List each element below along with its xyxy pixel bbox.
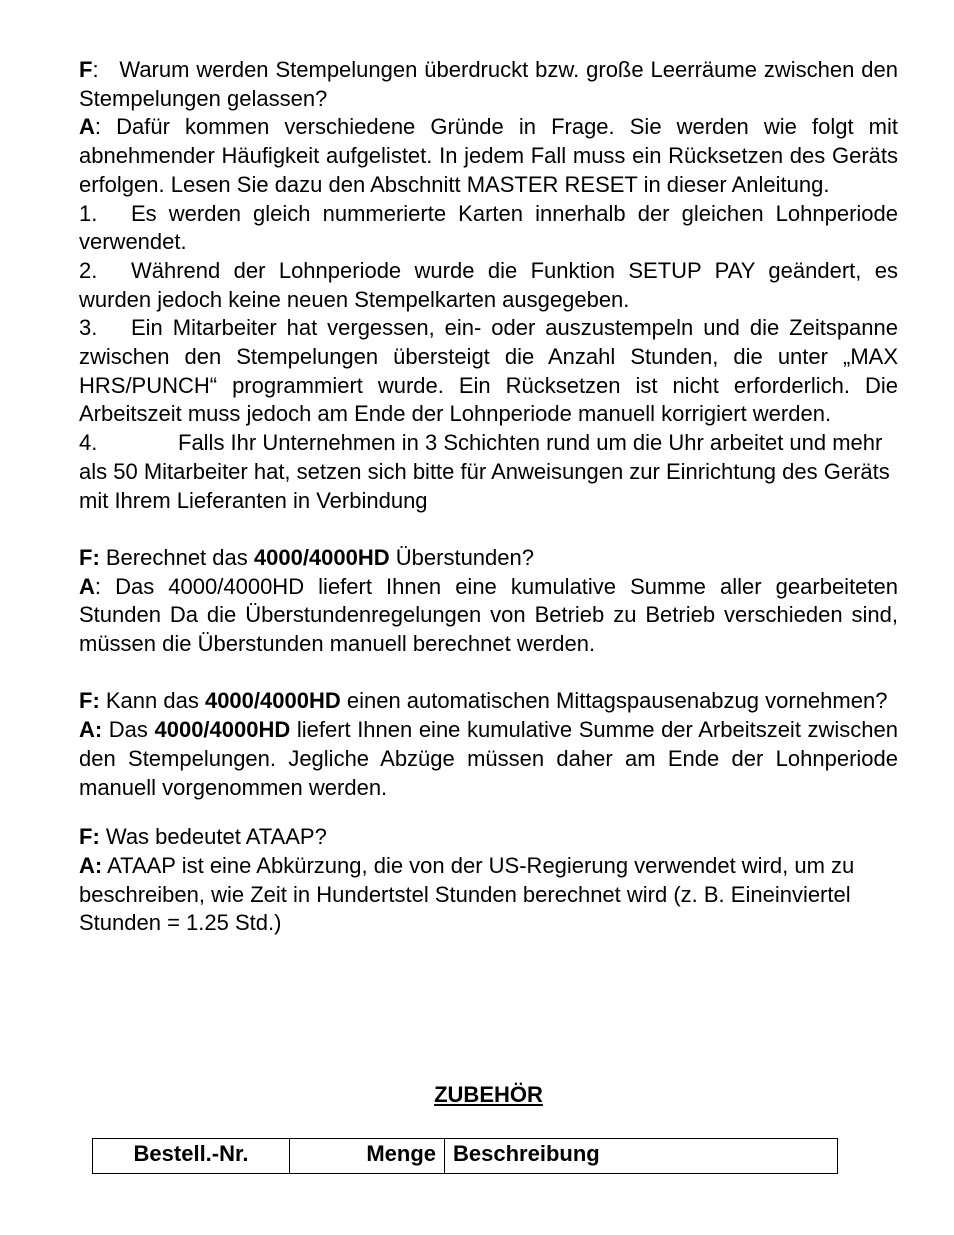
question-text: Kann das [99, 688, 205, 714]
answer-1 [79, 113, 898, 199]
question-3 [79, 687, 898, 716]
table-header-row [93, 1139, 838, 1174]
question-label: F [79, 57, 93, 82]
answer-text: : Dafür kommen verschiedene Gründe in Frage. Sie werden wie folgt mit abnehmender Häufigkeit aufgelistet. In jedem Fall muss ein Rücksetzen des Geräts erfolgen. Lesen Sie dazu den Abschnitt MASTER RESET in dieser Anleitung. [79, 114, 898, 197]
accessories-table-wrap [92, 1138, 838, 1174]
answer-label: A [79, 114, 95, 140]
model-name: 4000/4000HD [154, 717, 291, 743]
document-page [79, 56, 898, 938]
list-item-4 [79, 429, 898, 515]
list-text: Falls Ihr Unternehmen in 3 Schichten rund um die Uhr arbeitet und mehr als 50 Mitarbeiter hat, setzen sich bitte für Anweisungen zur Einrichtung des Geräts mit Ihrem Lieferanten in Verbindung [79, 430, 890, 513]
question-text: Warum werden Stempelungen überdruckt bzw. große Leerräume zwischen den Stempelungen gelassen? [79, 57, 898, 111]
column-header-order-number: Bestell.-Nr. [93, 1139, 290, 1174]
question-label: F: [79, 688, 100, 714]
answer-text: liefert Ihnen eine kumulative Summe der Arbeitszeit zwischen den Stempelungen. Jegliche Abzüge müssen daher am Ende der Lohnperiode manuell vorgenommen werden. [79, 717, 898, 800]
answer-text: : Das 4000/4000HD liefert Ihnen eine kumulative Summe aller gearbeiteten Stunden Da die Überstundenregelungen von Betrieb zu Betrieb verschieden sind, müssen die Überstunden manuell berechnet werden. [79, 573, 898, 657]
list-text: Es werden gleich nummerierte Karten innerhalb der gleichen Lohnperiode verwendet. [79, 200, 898, 255]
model-name: 4000/4000HD [253, 544, 390, 570]
list-text: Während der Lohnperiode wurde die Funktion SETUP PAY geändert, es wurden jedoch keine neuen Stempelkarten ausgegeben. [79, 257, 898, 312]
list-item-2 [79, 257, 898, 314]
list-item-3 [79, 314, 898, 429]
model-name: 4000/4000HD [204, 688, 341, 714]
list-number: 4. [79, 430, 98, 456]
list-number: 2. [79, 257, 98, 283]
answer-text: ATAAP ist eine Abkürzung, die von der US-Regierung verwendet wird, um zu beschreiben, wie Zeit in Hundertstel Stunden berechnet wird (z. B. Eineinviertel Stunden = 1.25 Std.) [79, 852, 855, 936]
question-4 [79, 823, 898, 852]
answer-label: A [79, 573, 95, 599]
answer-4 [79, 852, 898, 938]
accessories-section [79, 1080, 898, 1110]
answer-2 [79, 573, 898, 659]
question-text: Überstunden? [389, 544, 534, 570]
answer-label: A: [79, 717, 103, 743]
column-header-description: Beschreibung [445, 1139, 838, 1174]
list-number: 1. [79, 200, 98, 226]
list-text: Ein Mitarbeiter hat vergessen, ein- oder auszustempeln und die Zeitspanne zwischen den Stempelungen übersteigt die Anzahl Stunden, die unter „MAX HRS/PUNCH“ programmiert wurde. Ein Rücksetzen ist nicht erforderlich. Die Arbeitszeit muss jedoch am Ende der Lohnperiode manuell korrigiert werden. [79, 315, 898, 427]
column-header-quantity: Menge [290, 1139, 445, 1174]
list-item-1 [79, 200, 898, 257]
accessories-table [92, 1138, 838, 1174]
section-heading: ZUBEHÖR [434, 1082, 543, 1107]
question-label: F: [79, 544, 100, 570]
question-text: einen automatischen Mittagspausenabzug vornehmen? [340, 688, 888, 714]
list-number: 3. [79, 315, 98, 341]
question-text: Was bedeutet ATAAP? [99, 824, 327, 850]
question-1: F: Warum werden Stempelungen überdruckt bzw. große Leerräume zwischen den Stempelungen gelassen? [79, 57, 898, 111]
answer-3 [79, 716, 898, 802]
question-text: Berechnet das [99, 544, 254, 570]
question-2 [79, 544, 898, 573]
answer-label: A: [79, 852, 103, 878]
answer-text: Das [102, 717, 155, 743]
question-label: F: [79, 824, 100, 850]
